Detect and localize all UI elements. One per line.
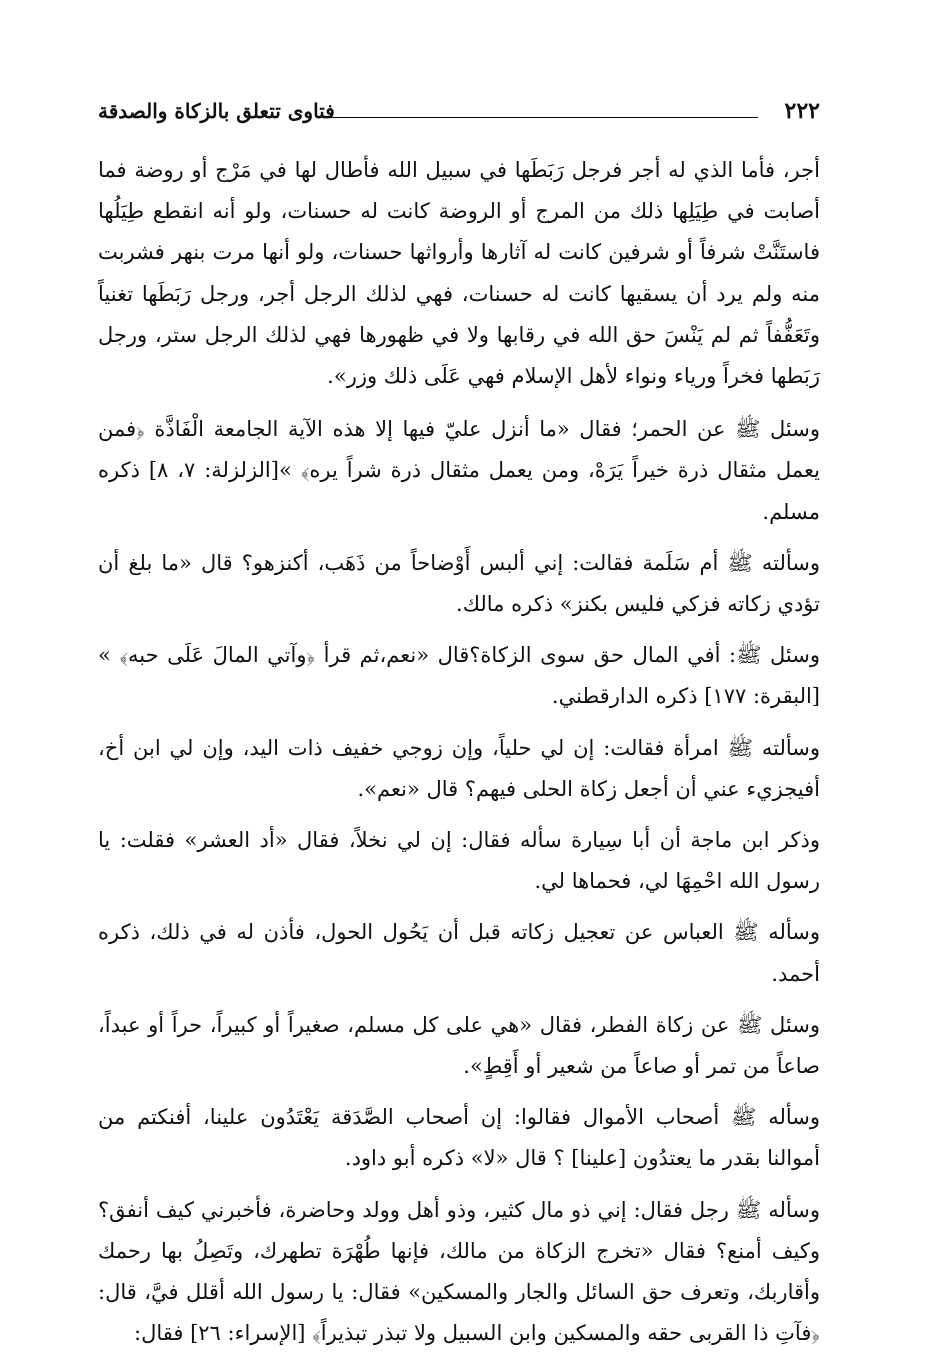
- paragraph-horses-hadith: أجر، فأما الذي له أجر فرجل رَبَطَها في سبيل الله فأطال لها في مَرْج أو روضة فما أصابت في طِيَلِها ذلك من المرج أو الروضة كانت له حسنات، ولو أنه انقطع طِيَلُها فاستَنَّتْ شرفاً أو شرفين كانت له آثارها وأرواثها حسنات، ولو أنها مرت بنهر فشربت منه ولم يرد أن يسقيها كانت له حسنات، فهي لذلك الرجل أجر، ورجل رَبَطَها تغنياً وتَعَفُّفاً ثم لم يَنْسَ حق الله في رقابها ولا في ظهورها فهي لذلك الرجل ستر، ورجل رَبَطها فخراً ورياء ونواء لأهل الإسلام فهي عَلَى ذلك وزر».: [98, 158, 820, 389]
- body-text: [98, 150, 820, 1364]
- paragraph-right-beyond-zakat: وسئل ﷺ: أفي المال حق سوى الزكاة؟قال «نعم،ثم قرأ ﴿وآتي المالَ عَلَى حبه﴾ » [البقرة: ١٧٧] ذكره الدارقطني.: [98, 643, 820, 709]
- paragraph-umm-salama-jewelry: وسألته ﷺ أم سَلَمة فقالت: إني ألبس أَوْضاحاً من ذَهَب، أكنزهو؟ قال «ما بلغ أن تؤدي زكاته فزكي فليس بكنز» ذكره مالك.: [98, 550, 820, 617]
- page-number: ٢٢٢: [784, 98, 820, 124]
- page-header: [98, 96, 820, 130]
- paragraph-wealth-owners: وسأله ﷺ أصحاب الأموال فقالوا: إن أصحاب الصَّدَقة يَعْتَدُون علينا، أفنكتم من أموالنا بقدر ما يعتدُون [علينا] ؟ قال «لا» ذكره أبو داود.: [98, 1105, 820, 1171]
- paragraph-donkeys: وسئل ﷺ عن الحمر؛ فقال «ما أنزل عليّ فيها إلا هذه الآية الجامعة الْفَاذَّة ﴿فمن يعمل مثقال ذرة خيراً يَرَهْ، ومن يعمل مثقال ذرة شراً يره﴾ »[الزلزلة: ٧، ٨] ذكره مسلم.: [98, 417, 821, 524]
- paragraph-abu-sayyara: وذكر ابن ماجة أن أبا سِيارة سأله فقال: إن لي نخلاً، فقال «أد العشر» فقلت: يا رسول الله احْمِهَا لي، فحماها لي.: [98, 828, 820, 894]
- paragraph-abbas-early-zakat: وسأله ﷺ العباس عن تعجيل زكاته قبل أن يَحُول الحول، فأذن له في ذلك، ذكره أحمد.: [98, 920, 820, 986]
- paragraph-wealthy-man: وسأله ﷺ رجل فقال: إني ذو مال كثير، وذو أهل وولد وحاضرة، فأخبرني كيف أنفق؟ وكيف أمنع؟ فقال «تخرج الزكاة من مالك، فإنها طُهْرَة تطهرك، وتَصِلُ بها رحمك وأقاربك، وتعرف حق السائل والجار والمسكين» فقال: يا رسول الله أقلل فيَّ، قال: ﴿فآتِ ذا القربى حقه والمسكين وابن السبيل ولا تبذر تبذيراً﴾ [الإسراء: ٢٦] فقال:: [98, 1197, 820, 1346]
- paragraph-woman-jewelry: وسألته ﷺ امرأة فقالت: إن لي حلياً، وإن زوجي خفيف ذات اليد، وإن لي ابن أخ، أفيجزيء عني أن أجعل زكاة الحلى فيهم؟ قال «نعم».: [98, 735, 820, 801]
- running-title: فتاوى تتعلق بالزكاة والصدقة: [98, 99, 335, 123]
- paragraph-zakat-al-fitr: وسئل ﷺ عن زكاة الفطر، فقال «هي على كل مسلم، صغيراً أو كبيراً، حراً أو عبداً، صاعاً من تمر أو صاعاً من شعير أو أَقِطٍ».: [98, 1012, 820, 1079]
- header-rule: [323, 117, 758, 118]
